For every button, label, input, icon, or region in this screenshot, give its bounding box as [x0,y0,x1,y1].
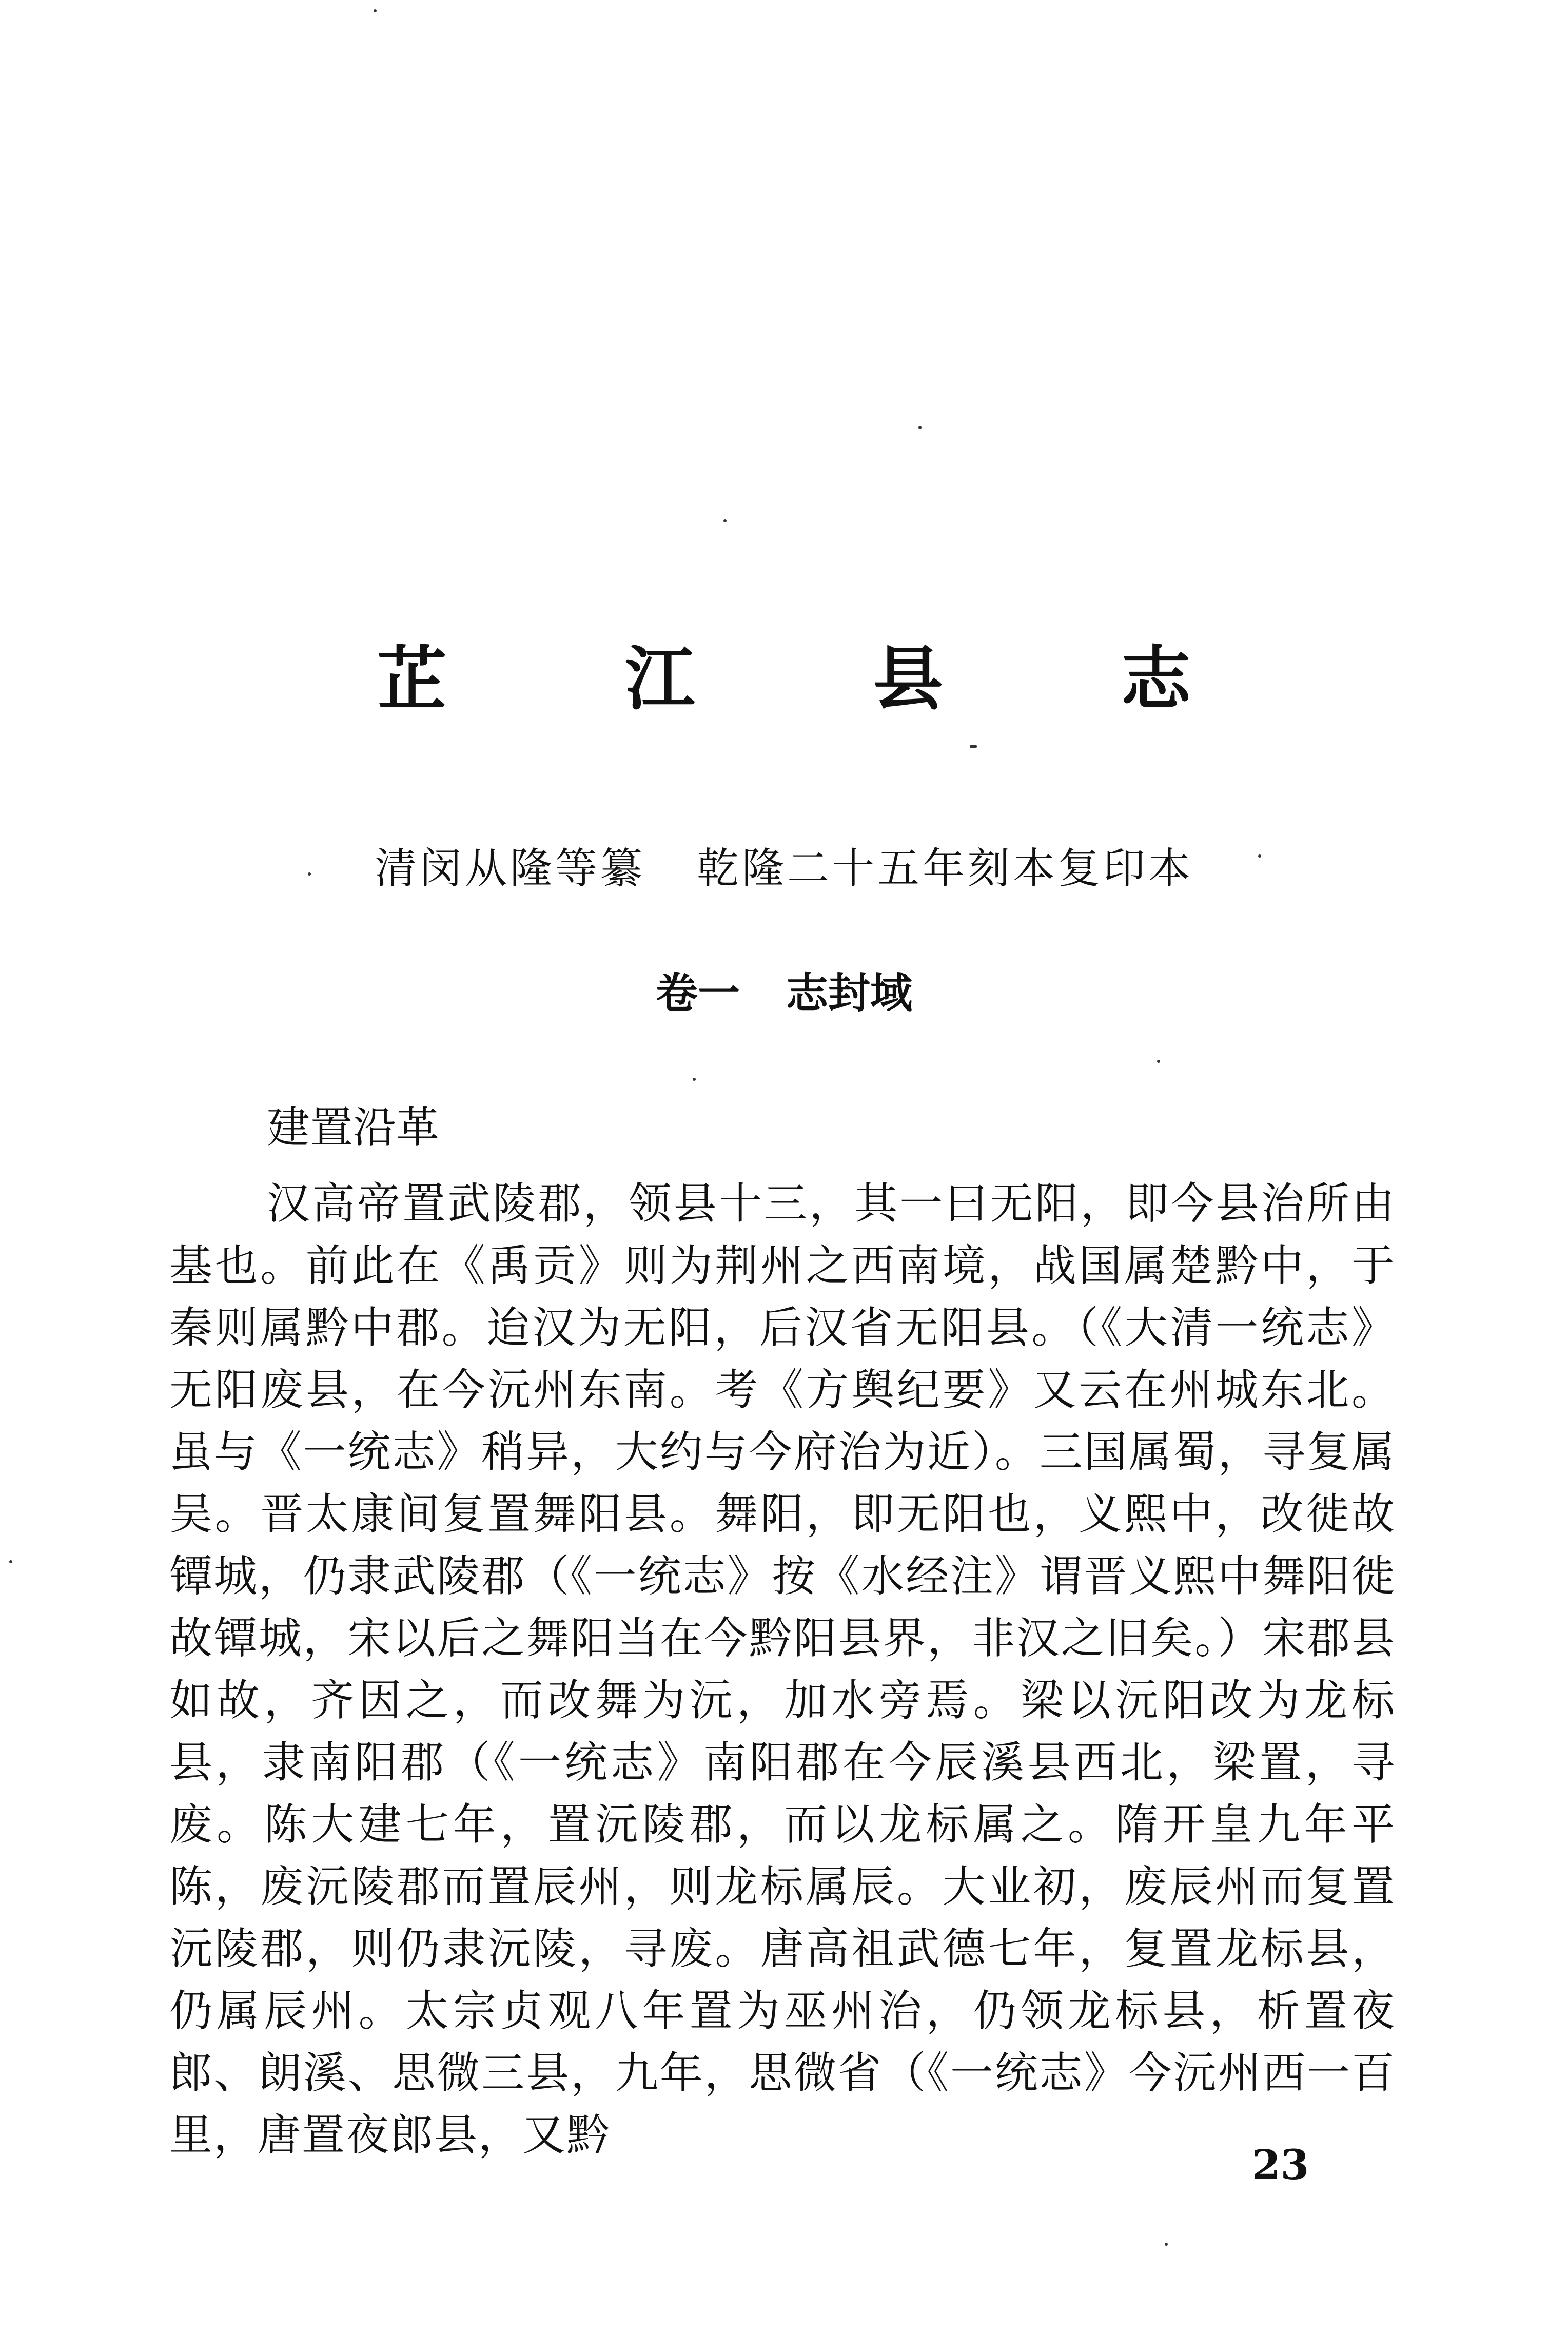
compiler-credit: 清闵从隆等纂 [374,844,645,893]
scan-speck [693,1078,696,1081]
scan-speck [374,9,377,12]
section-heading: 建置沿革 [267,1102,440,1153]
scan-speck [918,426,922,429]
scan-speck [1157,1060,1160,1063]
body-paragraph: 汉高帝置武陵郡，领县十三，其一曰无阳，即今县治所由基也。前此在《禹贡》则为荆州之西南境，战国属楚黔中，于秦则属黔中郡。迨汉为无阳，后汉省无阳县。（《大清一统志》无阳废县，在今沅州东南。考《方舆纪要》又云在州城东北。虽与《一统志》稍异，大约与今府治为近）。三国属蜀，寻复属吴。晋太康间复置舞阳县。舞阳，即无阳也，义熙中，改徙故镡城，仍隶武陵郡（《一统志》按《水经注》谓晋义熙中舞阳徙故镡城，宋以后之舞阳当在今黔阳县界，非汉之旧矣。）宋郡县如故，齐因之，而改舞为沅，加水旁焉。梁以沅阳改为龙标县，隶南阳郡（《一统志》南阳郡在今辰溪县西北，梁置，寻废。陈大建七年，置沅陵郡，而以龙标属之。隋开皇九年平陈，废沅陵郡而置辰州，则龙标属辰。大业初，废辰州而复置沅陵郡，则仍隶沅陵，寻废。唐高祖武德七年，复置龙标县，仍属辰州。太宗贞观八年置为巫州治，仍领龙标县，析置夜郎、朗溪、思微三县，九年，思微省（《一统志》今沅州西一百里，唐置夜郎县，又黔 [169,1178,1396,2160]
subtitle [0,844,1568,893]
scan-speck [970,745,977,748]
volume-number: 卷一 [655,969,740,1018]
volume-heading [0,969,1568,1018]
page-number: 23 [1252,2141,1309,2189]
book-title: 芷 江 县 志 [377,638,1268,720]
volume-name: 志封域 [786,969,913,1018]
edition-note: 乾隆二十五年刻本复印本 [697,844,1194,893]
scan-speck [1165,2243,1168,2246]
scan-speck [723,519,727,522]
scan-speck [1258,854,1261,858]
scan-speck [9,1560,12,1563]
scan-speck [308,872,311,876]
